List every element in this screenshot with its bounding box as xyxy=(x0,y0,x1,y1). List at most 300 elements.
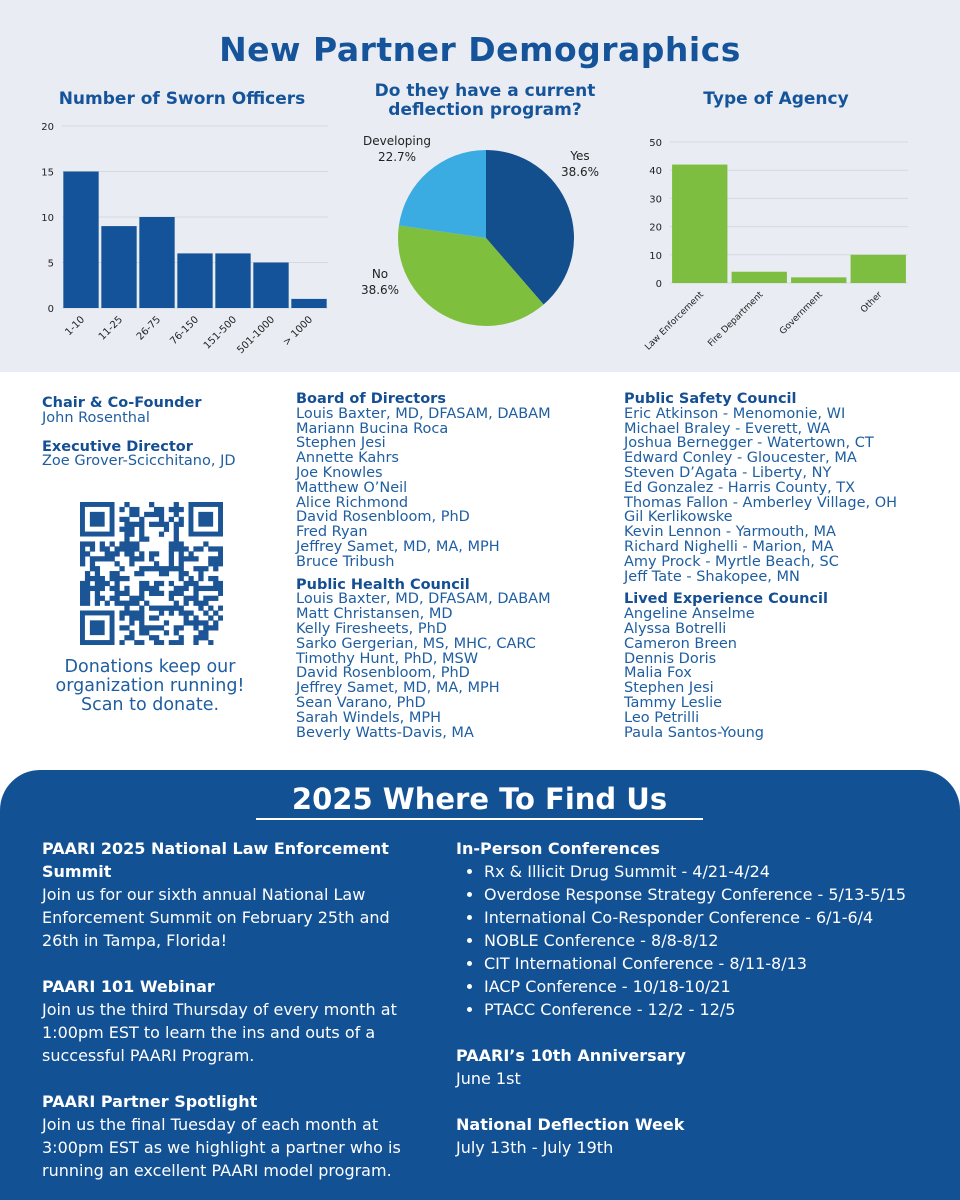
qr-module xyxy=(184,546,189,551)
qr-module xyxy=(193,591,198,596)
qr-module xyxy=(179,517,184,522)
qr-module xyxy=(164,527,169,532)
qr-module xyxy=(149,566,154,571)
qr-module xyxy=(198,635,203,640)
qr-module xyxy=(203,596,208,601)
qr-module xyxy=(193,556,198,561)
qr-module xyxy=(208,576,213,581)
qr-module xyxy=(134,640,139,645)
qr-module xyxy=(188,620,193,625)
donate-text xyxy=(40,658,260,715)
slice-label: Developing xyxy=(363,134,431,148)
qr-module xyxy=(188,576,193,581)
qr-module xyxy=(154,581,159,586)
qr-module xyxy=(110,556,115,561)
qr-module xyxy=(164,522,169,527)
qr-module xyxy=(149,606,154,611)
qr-module xyxy=(115,586,120,591)
qr-module xyxy=(154,522,159,527)
qr-module xyxy=(85,551,90,556)
qr-module xyxy=(124,551,129,556)
qr-module xyxy=(95,571,100,576)
board-member: Fred Ryan xyxy=(296,524,368,541)
spotlight-body-line: running an excellent PAARI model program. xyxy=(42,1161,392,1180)
qr-module xyxy=(179,586,184,591)
qr-module xyxy=(144,625,149,630)
qr-module xyxy=(149,586,154,591)
y-tick-label: 20 xyxy=(649,222,662,234)
qr-finder-core xyxy=(90,512,105,527)
qr-finder-core xyxy=(198,512,213,527)
y-tick-label: 10 xyxy=(649,250,662,262)
health-council-member: Sarko Gergerian, MS, MHC, CARC xyxy=(296,635,536,652)
qr-module xyxy=(80,591,85,596)
lived-council-member: Alyssa Botrelli xyxy=(624,620,727,637)
qr-module xyxy=(134,556,139,561)
qr-module xyxy=(174,606,179,611)
x-tick-label: Government xyxy=(778,290,825,337)
lived-council-member: Tammy Leslie xyxy=(624,694,723,711)
health-council-heading: Public Health Council xyxy=(296,576,470,593)
qr-module xyxy=(208,625,213,630)
lived-council-member: Paula Santos-Young xyxy=(624,724,764,741)
webinar-heading: PAARI 101 Webinar xyxy=(42,977,215,996)
board-heading: Board of Directors xyxy=(296,391,446,407)
qr-module xyxy=(184,620,189,625)
qr-module xyxy=(115,596,120,601)
qr-module xyxy=(139,625,144,630)
qr-module xyxy=(149,551,154,556)
qr-module xyxy=(139,596,144,601)
qr-module xyxy=(90,541,95,546)
qr-module xyxy=(110,571,115,576)
bar xyxy=(291,299,326,308)
qr-module xyxy=(208,556,213,561)
qr-module xyxy=(218,606,223,611)
board-member: Jeffrey Samet, MD, MA, MPH xyxy=(296,538,500,555)
webinar-body xyxy=(42,998,442,1067)
qr-module xyxy=(115,561,120,566)
qr-module xyxy=(193,566,198,571)
qr-module xyxy=(213,610,218,615)
qr-module xyxy=(208,596,213,601)
conference-item: • Overdose Response Strategy Conference - 5/13-5/15 xyxy=(484,883,936,906)
safety-council-member: Thomas Fallon - Amberley Village, OH xyxy=(624,494,898,511)
qr-module xyxy=(198,606,203,611)
qr-module xyxy=(154,551,159,556)
summit-body-line: 26th in Tampa, Florida! xyxy=(42,931,228,950)
qr-module xyxy=(124,610,129,615)
qr-module xyxy=(139,522,144,527)
safety-council-member: Kevin Lennon - Yarmouth, MA xyxy=(624,524,836,541)
conference-item: • CIT International Conference - 8/11-8/13 xyxy=(484,952,936,975)
qr-module xyxy=(139,517,144,522)
qr-module xyxy=(144,537,149,542)
safety-council-member: Joshua Bernegger - Watertown, CT xyxy=(624,435,874,452)
bar xyxy=(139,217,174,308)
board-member: David Rosenbloom, PhD xyxy=(296,509,470,526)
qr-module xyxy=(154,606,159,611)
qr-module xyxy=(179,541,184,546)
board-member: Louis Baxter, MD, DFASAM, DABAM xyxy=(296,405,551,422)
qr-module xyxy=(129,630,134,635)
qr-module xyxy=(198,586,203,591)
qr-module xyxy=(159,625,164,630)
qr-module xyxy=(184,601,189,606)
qr-module xyxy=(115,551,120,556)
qr-module xyxy=(124,537,129,542)
page-title: New Partner Demographics xyxy=(219,30,741,69)
qr-module xyxy=(149,556,154,561)
officers-bar-chart xyxy=(0,110,340,372)
qr-module xyxy=(174,586,179,591)
qr-module xyxy=(213,561,218,566)
x-tick-label: 151-500 xyxy=(201,314,240,352)
qr-module xyxy=(179,507,184,512)
qr-module xyxy=(179,640,184,645)
qr-module xyxy=(90,561,95,566)
qr-module xyxy=(80,581,85,586)
qr-module xyxy=(124,546,129,551)
qr-module xyxy=(119,640,124,645)
qr-module xyxy=(129,551,134,556)
qr-module xyxy=(139,581,144,586)
y-tick-label: 10 xyxy=(41,213,54,224)
qr-module xyxy=(119,591,124,596)
health-council-member: Beverly Watts-Davis, MA xyxy=(296,724,474,741)
qr-module xyxy=(115,546,120,551)
donate-qr-code[interactable] xyxy=(80,502,223,645)
qr-module xyxy=(85,576,90,581)
qr-module xyxy=(85,586,90,591)
qr-module xyxy=(124,541,129,546)
qr-module xyxy=(169,581,174,586)
qr-module xyxy=(139,615,144,620)
qr-module xyxy=(174,522,179,527)
qr-module xyxy=(159,566,164,571)
y-tick-label: 40 xyxy=(649,166,662,178)
qr-module xyxy=(184,556,189,561)
qr-module xyxy=(208,640,213,645)
program-pie-chart xyxy=(340,110,630,372)
qr-module xyxy=(124,522,129,527)
qr-module xyxy=(159,517,164,522)
summit-body xyxy=(42,883,442,952)
qr-module xyxy=(174,527,179,532)
qr-module xyxy=(193,635,198,640)
qr-module xyxy=(119,601,124,606)
qr-module xyxy=(179,551,184,556)
board-list xyxy=(296,407,551,570)
qr-module xyxy=(159,522,164,527)
qr-module xyxy=(154,566,159,571)
qr-module xyxy=(159,532,164,537)
qr-module xyxy=(164,566,169,571)
qr-module xyxy=(169,561,174,566)
lived-council-member: Dennis Doris xyxy=(624,650,717,667)
qr-module xyxy=(144,601,149,606)
qr-module xyxy=(100,596,105,601)
qr-module xyxy=(188,581,193,586)
bar xyxy=(791,277,846,283)
qr-module xyxy=(95,596,100,601)
qr-module xyxy=(134,596,139,601)
safety-council-member: Michael Braley - Everett, WA xyxy=(624,420,831,437)
qr-module xyxy=(154,625,159,630)
qr-module xyxy=(208,546,213,551)
qr-module xyxy=(159,512,164,517)
qr-module xyxy=(159,640,164,645)
qr-module xyxy=(184,615,189,620)
qr-module xyxy=(144,566,149,571)
qr-module xyxy=(139,566,144,571)
webinar-body-line: successful PAARI Program. xyxy=(42,1046,255,1065)
qr-module xyxy=(203,586,208,591)
qr-module xyxy=(184,596,189,601)
qr-module xyxy=(154,591,159,596)
qr-module xyxy=(134,571,139,576)
qr-module xyxy=(134,615,139,620)
qr-module xyxy=(159,606,164,611)
slice-value: 38.6% xyxy=(360,283,400,297)
qr-module xyxy=(95,601,100,606)
qr-module xyxy=(119,576,124,581)
board-member: Bruce Tribush xyxy=(296,553,395,570)
qr-module xyxy=(218,615,223,620)
deflection-week-heading: National Deflection Week xyxy=(456,1115,685,1134)
qr-module xyxy=(144,630,149,635)
qr-module xyxy=(218,556,223,561)
donate-line-2: organization running! xyxy=(55,676,245,696)
qr-module xyxy=(179,610,184,615)
qr-module xyxy=(129,620,134,625)
qr-module xyxy=(174,601,179,606)
qr-module xyxy=(184,571,189,576)
qr-module xyxy=(203,625,208,630)
qr-module xyxy=(85,601,90,606)
bar xyxy=(732,272,787,283)
qr-module xyxy=(198,620,203,625)
qr-module xyxy=(154,615,159,620)
health-council-member: Kelly Firesheets, PhD xyxy=(296,620,447,637)
qr-module xyxy=(134,601,139,606)
qr-module xyxy=(213,620,218,625)
qr-module xyxy=(218,546,223,551)
qr-module xyxy=(208,586,213,591)
qr-module xyxy=(188,610,193,615)
chair-name: John Rosenthal xyxy=(42,409,150,426)
qr-finder-core xyxy=(90,620,105,635)
qr-module xyxy=(95,556,100,561)
qr-module xyxy=(85,591,90,596)
qr-module xyxy=(184,610,189,615)
qr-module xyxy=(164,620,169,625)
qr-module xyxy=(124,635,129,640)
qr-module xyxy=(85,581,90,586)
health-council-member: Matt Christansen, MD xyxy=(296,606,453,623)
qr-module xyxy=(193,586,198,591)
bar xyxy=(851,255,906,283)
board-column xyxy=(296,392,551,740)
qr-module xyxy=(110,551,115,556)
qr-module xyxy=(90,576,95,581)
qr-module xyxy=(80,596,85,601)
qr-module xyxy=(198,601,203,606)
bar xyxy=(253,263,288,309)
qr-module xyxy=(193,620,198,625)
qr-module xyxy=(124,527,129,532)
qr-module xyxy=(203,635,208,640)
qr-module xyxy=(144,586,149,591)
qr-module xyxy=(129,546,134,551)
qr-module xyxy=(119,507,124,512)
board-member: Matthew O’Neil xyxy=(296,479,408,496)
qr-module xyxy=(100,541,105,546)
qr-module xyxy=(159,591,164,596)
qr-module xyxy=(105,556,110,561)
qr-module xyxy=(203,601,208,606)
events-left-column xyxy=(42,837,442,1182)
qr-module xyxy=(124,586,129,591)
qr-module xyxy=(193,640,198,645)
qr-module xyxy=(119,625,124,630)
slice-label: Yes xyxy=(570,149,590,163)
lived-council-list xyxy=(624,607,897,740)
qr-module xyxy=(154,512,159,517)
agency-bar-chart xyxy=(630,110,960,372)
qr-module xyxy=(193,625,198,630)
qr-module xyxy=(193,601,198,606)
summit-heading-1: PAARI 2025 National Law Enforcement xyxy=(42,839,389,858)
conference-item: • IACP Conference - 10/18-10/21 xyxy=(484,975,936,998)
qr-module xyxy=(110,541,115,546)
bar xyxy=(177,253,212,308)
qr-module xyxy=(218,586,223,591)
qr-module xyxy=(134,541,139,546)
qr-module xyxy=(169,507,174,512)
health-council-member: Jeffrey Samet, MD, MA, MPH xyxy=(296,680,500,697)
officers-chart-title: Number of Sworn Officers xyxy=(58,89,306,109)
qr-module xyxy=(179,625,184,630)
qr-module xyxy=(179,566,184,571)
exec-name: Zoe Grover-Scicchitano, JD xyxy=(42,453,236,470)
lived-council-member: Angeline Anselme xyxy=(624,606,755,623)
qr-module xyxy=(139,620,144,625)
find-us-underline xyxy=(256,818,703,820)
qr-module xyxy=(164,571,169,576)
health-council-member: Louis Baxter, MD, DFASAM, DABAM xyxy=(296,591,551,608)
qr-module xyxy=(134,610,139,615)
find-us-title: 2025 Where To Find Us xyxy=(291,782,668,816)
qr-module xyxy=(203,566,208,571)
safety-council-member: Gil Kerlikowske xyxy=(624,509,733,526)
qr-module xyxy=(124,591,129,596)
qr-module xyxy=(139,591,144,596)
qr-module xyxy=(100,581,105,586)
qr-module xyxy=(80,561,85,566)
summit-heading-2: Summit xyxy=(42,862,112,881)
qr-module xyxy=(174,502,179,507)
qr-module xyxy=(159,507,164,512)
qr-module xyxy=(149,522,154,527)
qr-module xyxy=(213,556,218,561)
qr-module xyxy=(85,541,90,546)
qr-module xyxy=(139,610,144,615)
qr-module xyxy=(218,591,223,596)
qr-module xyxy=(174,591,179,596)
qr-module xyxy=(139,571,144,576)
qr-module xyxy=(134,546,139,551)
qr-module xyxy=(169,591,174,596)
qr-module xyxy=(169,566,174,571)
qr-module xyxy=(208,561,213,566)
qr-module xyxy=(198,630,203,635)
qr-module xyxy=(184,586,189,591)
qr-module xyxy=(144,512,149,517)
conferences-heading: In-Person Conferences xyxy=(456,839,660,858)
qr-module xyxy=(80,601,85,606)
qr-module xyxy=(159,610,164,615)
qr-module xyxy=(124,625,129,630)
qr-module xyxy=(198,571,203,576)
bar xyxy=(63,172,98,309)
qr-module xyxy=(213,546,218,551)
qr-module xyxy=(144,581,149,586)
health-council-list xyxy=(296,592,551,740)
qr-module xyxy=(124,576,129,581)
spotlight-body xyxy=(42,1113,442,1182)
conference-item: • PTACC Conference - 12/2 - 12/5 xyxy=(484,998,936,1021)
qr-module xyxy=(129,522,134,527)
qr-module xyxy=(164,606,169,611)
qr-module xyxy=(100,546,105,551)
qr-module xyxy=(139,640,144,645)
qr-module xyxy=(90,556,95,561)
qr-module xyxy=(198,566,203,571)
donate-line-1: Donations keep our xyxy=(64,657,236,677)
x-tick-label: Fire Department xyxy=(706,290,766,350)
qr-module xyxy=(119,527,124,532)
qr-module xyxy=(154,586,159,591)
lived-council-member: Leo Petrilli xyxy=(624,709,700,726)
qr-module xyxy=(139,532,144,537)
qr-module xyxy=(213,586,218,591)
qr-module xyxy=(208,606,213,611)
qr-module xyxy=(169,610,174,615)
board-member: Mariann Bucina Roca xyxy=(296,420,449,437)
qr-module xyxy=(85,596,90,601)
qr-module xyxy=(105,581,110,586)
qr-module xyxy=(90,586,95,591)
qr-module xyxy=(90,566,95,571)
qr-module xyxy=(154,507,159,512)
qr-module xyxy=(164,630,169,635)
qr-module xyxy=(95,586,100,591)
qr-module xyxy=(139,630,144,635)
qr-module xyxy=(119,546,124,551)
qr-module xyxy=(213,581,218,586)
qr-module xyxy=(174,537,179,542)
qr-module xyxy=(208,615,213,620)
agency-chart-title: Type of Agency xyxy=(703,89,849,109)
qr-module xyxy=(154,640,159,645)
spotlight-heading: PAARI Partner Spotlight xyxy=(42,1092,258,1111)
qr-module xyxy=(80,546,85,551)
qr-module xyxy=(154,635,159,640)
qr-module xyxy=(129,610,134,615)
qr-module xyxy=(169,546,174,551)
y-tick-label: 50 xyxy=(649,138,662,149)
